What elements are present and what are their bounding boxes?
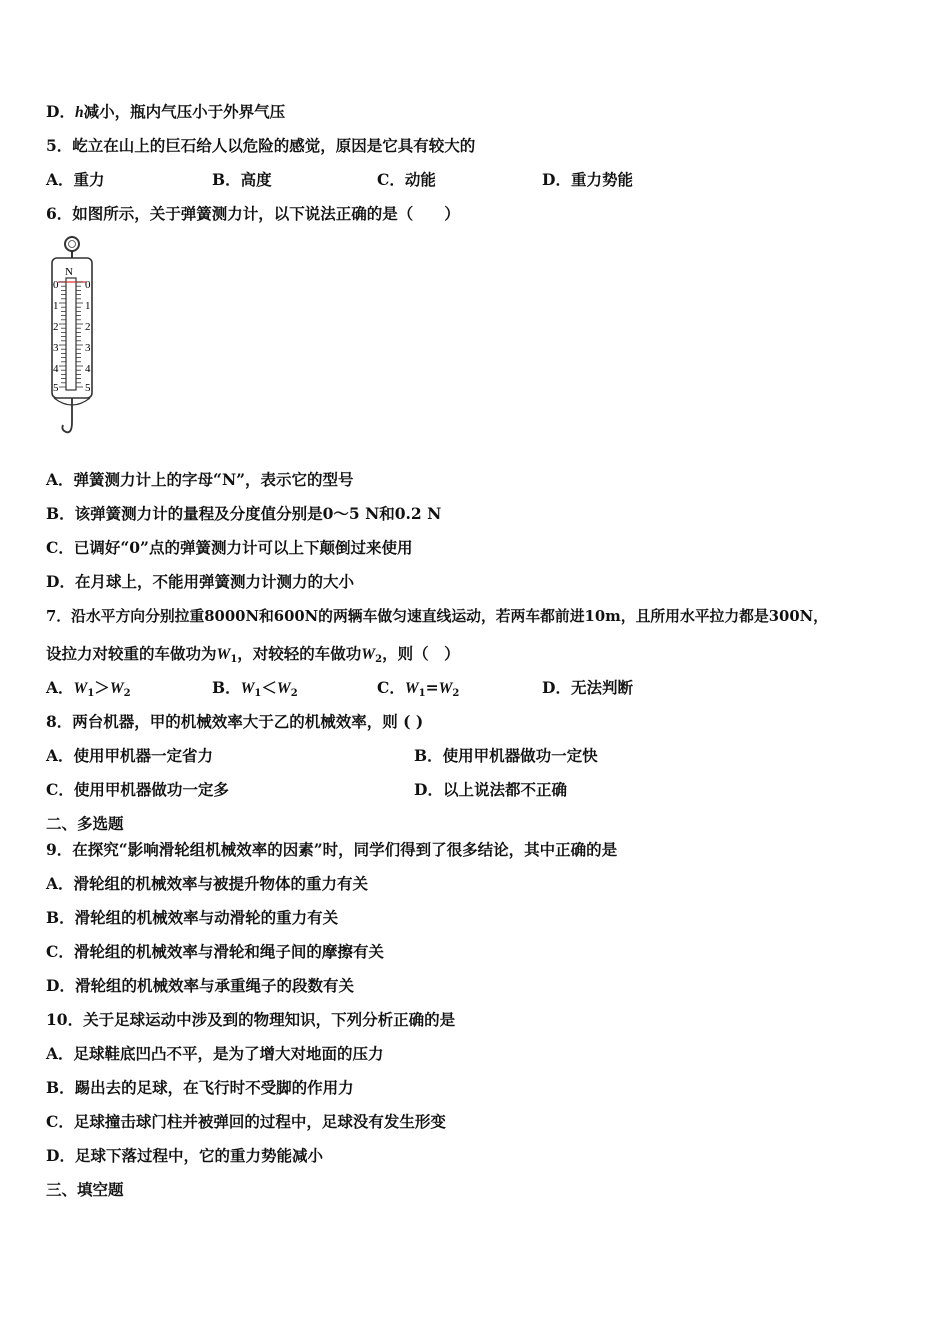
q7-option-b: B．$W_1<W_2$ (212, 678, 298, 699)
q7-option-a: A．$W_1>W_2$ (46, 678, 131, 699)
section-heading-multi-choice: 二、多选题 (46, 814, 124, 833)
q7-option-c: C．$W_1=W_2$ (377, 678, 460, 699)
q10-option-b: B．踢出去的足球，在飞行时不受脚的作用力 (46, 1078, 354, 1097)
q7-option-d: D．无法判断 (542, 678, 633, 697)
q9-option-a: A．滑轮组的机械效率与被提升物体的重力有关 (46, 874, 369, 893)
q8-option-a: A．使用甲机器一定省力 (46, 746, 214, 765)
q5-option-a: A．重力 (46, 170, 105, 189)
q5-option-b: B．高度 (212, 170, 272, 189)
q10-option-d: D．足球下落过程中，它的重力势能减小 (46, 1146, 323, 1165)
q8-option-c: C．使用甲机器做功一定多 (46, 780, 229, 799)
q7-stem-line2: 设拉力对较重的车做功为$W_1$，对较轻的车做功$W_2$，则（ ） (46, 644, 460, 665)
q6-option-a: A．弹簧测力计上的字母“N”，表示它的型号 (46, 470, 354, 489)
q5-option-d: D．重力势能 (542, 170, 633, 189)
q8-stem: 8．两台机器，甲的机械效率大于乙的机械效率，则 ( ) (46, 712, 424, 731)
q10-option-c: C．足球撞击球门柱并被弹回的过程中，足球没有发生形变 (46, 1112, 446, 1131)
q6-stem: 6．如图所示，关于弹簧测力计，以下说法正确的是（ ） (46, 204, 460, 223)
tick-right-1: 1 (85, 300, 91, 312)
tick-right-4: 4 (85, 363, 91, 375)
q4-option-d: D．h减小，瓶内气压小于外界气压 (46, 102, 286, 121)
spring-scale-hook (62, 422, 72, 432)
q6-option-d: D．在月球上，不能用弹簧测力计测力的大小 (46, 572, 354, 591)
tick-left-1: 1 (53, 300, 59, 312)
tick-right-5: 5 (85, 382, 91, 394)
tick-left-4: 4 (53, 363, 59, 375)
q6-option-c: C．已调好“0”点的弹簧测力计可以上下颠倒过来使用 (46, 538, 413, 557)
tick-left-0: 0 (53, 279, 59, 291)
q9-option-b: B．滑轮组的机械效率与动滑轮的重力有关 (46, 908, 339, 927)
tick-left-3: 3 (53, 342, 59, 354)
q8-option-b: B．使用甲机器做功一定快 (414, 746, 598, 765)
q9-option-c: C．滑轮组的机械效率与滑轮和绳子间的摩擦有关 (46, 942, 384, 961)
tick-right-3: 3 (85, 342, 91, 354)
tick-left-2: 2 (53, 321, 59, 333)
spring-scale-unit: N (65, 266, 73, 278)
spring-scale-figure (44, 232, 104, 438)
q8-option-d: D．以上说法都不正确 (414, 780, 567, 799)
tick-right-2: 2 (85, 321, 91, 333)
q7-stem-line1: 7．沿水平方向分别拉重8000N和600N的两辆车做匀速直线运动，若两车都前进10m，且所用水平拉力都是300N， (46, 608, 828, 625)
q6-option-b: B．该弹簧测力计的量程及分度值分别是0～5 N和0.2 N (46, 504, 442, 523)
spring-scale-tube (66, 278, 76, 390)
q5-option-c: C．动能 (377, 170, 436, 189)
q9-option-d: D．滑轮组的机械效率与承重绳子的段数有关 (46, 976, 354, 995)
tick-right-0: 0 (85, 279, 91, 291)
q10-option-a: A．足球鞋底凹凸不平，是为了增大对地面的压力 (46, 1044, 384, 1063)
tick-left-5: 5 (53, 382, 59, 394)
q9-stem: 9．在探究“影响滑轮组机械效率的因素”时，同学们得到了很多结论，其中正确的是 (46, 840, 618, 859)
spring-scale-ring (65, 237, 79, 251)
section-heading-fill-blank: 三、填空题 (46, 1180, 124, 1199)
q10-stem: 10．关于足球运动中涉及到的物理知识，下列分析正确的是 (46, 1010, 456, 1029)
q5-stem: 5．屹立在山上的巨石给人以危险的感觉，原因是它具有较大的 (46, 136, 476, 155)
